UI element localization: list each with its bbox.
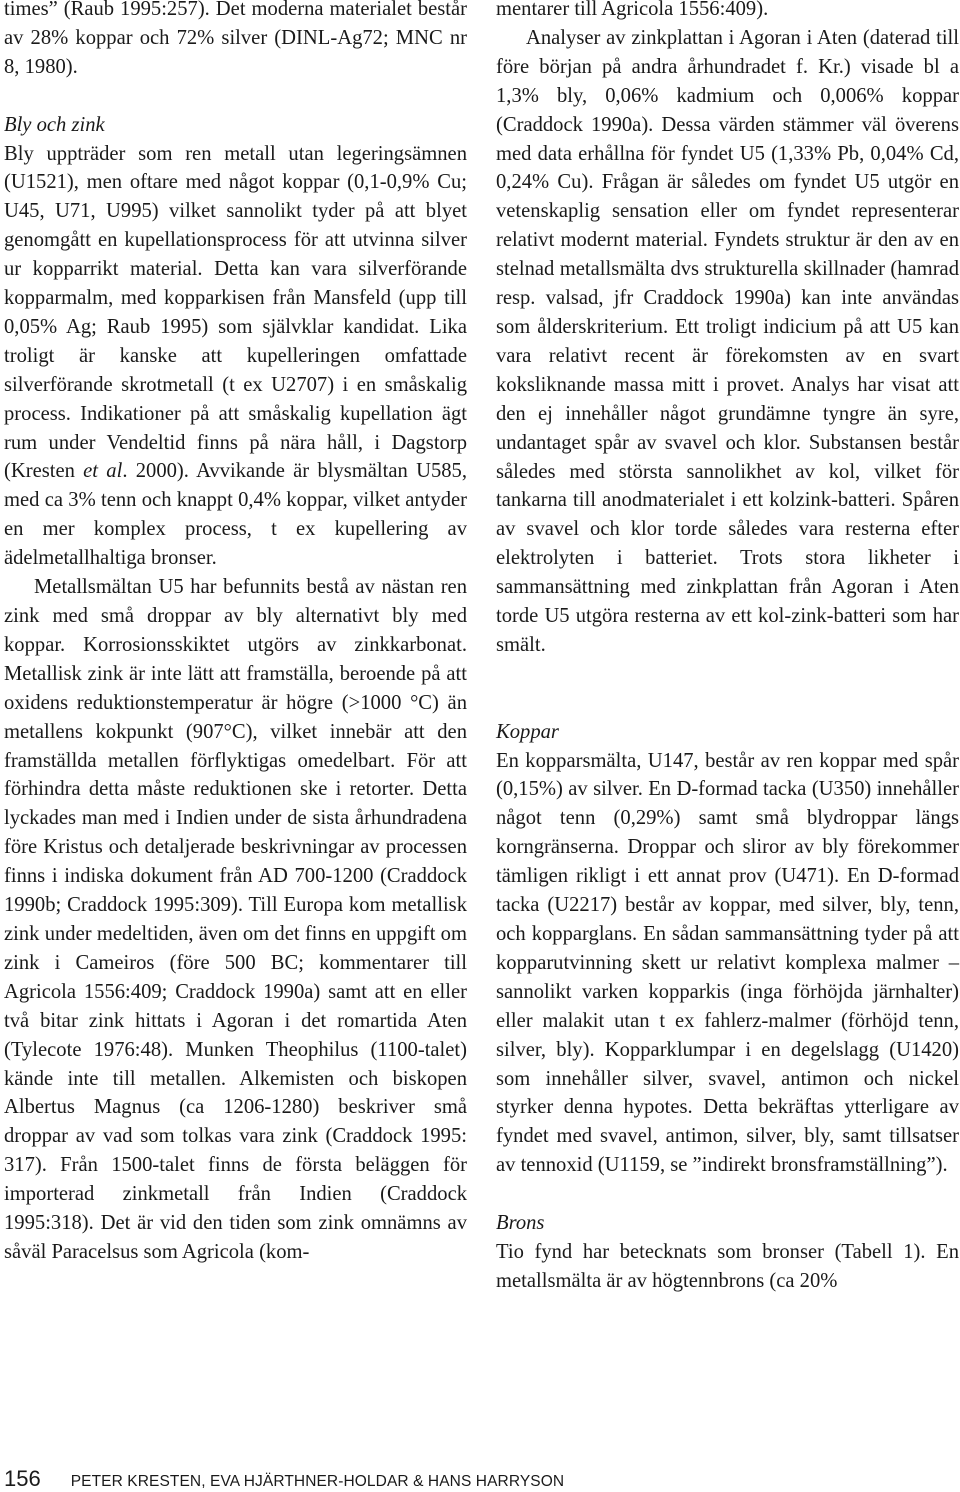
paragraph-continued-left: times” (Raub 1995:257). Det moderna materialet består av 28% koppar och 72% silver (DINL-Ag72; MNC nr 8, 1980). (4, 0, 467, 78)
paragraph-bly-text: Bly uppträder som ren metall utan legeringsämnen (U1521), men oftare med något koppar (0,1-0,9% Cu; U45, U71, U995) vilket sannolikt tyder på att blyet genomgått en kupellationsprocess för att utvinna silver ur kopparrikt material. Detta kan vara silverförande kopparmalm, med kopparkisen från Mansfeld (upp till 0,05% Ag; Raub 1995) som självklar kandidat. Lika troligt är kanske att kupelleringen omfattade silverförande skrotmetall (t ex U2707) i en småskalig process. Indikationer på att småskalig kupellation ägt rum under Vendeltid finns på nära håll, i Dagstorp (Kresten (4, 142, 467, 483)
paragraph-brons: Tio fynd har betecknats som bronser (Tabell 1). En metallsmälta är av högtennbrons (ca 20% (496, 1240, 959, 1292)
paragraph-continued-right: mentarer till Agricola 1556:409). (496, 0, 769, 20)
section-heading-koppar: Koppar (496, 720, 559, 743)
page-footer (4, 1466, 564, 1492)
paragraph-koppar: En kopparsmälta, U147, består av ren koppar med spår (0,15%) av silver. En D-formad tacka (U350) innehåller något tenn (0,29%) samt små blydroppar längs korngränserna. Droppar och sliror av bly förekommer tämligen rikligt i ett annat prov (U471). En D-formad tacka (U2217) består av koppar, med silver, bly, tenn, och kopparglans. En sådan sammansättning tyder på att kopparutvinning skett ur relativt komplexa malmer – sannolikt varken kopparkis (inga förhöjda järnhalter) eller malakit utan t ex fahlerz-malmer (förhöjd tenn, silver, bly). Kopparklumpar i en degelslagg (U1420) som innehåller silver, svavel, antimon och nickel styrker denna hypotes. Detta bekräftas ytterligare av fyndet med svavel, antimon, silver, bly, samt tillsatser av tennoxid (U1159, se ”indirekt bronsframställning”). (496, 749, 959, 1177)
paragraph-bly-text-end: . 2000). Avvikande är blysmältan U585, med ca 3% tenn och knappt 0,4% koppar, vilket antyder en mer komplex process, t ex kupellering av ädelmetallhaltiga bronser. (4, 460, 467, 570)
paragraph-bly-etal: et al (83, 460, 123, 483)
section-heading-brons: Brons (496, 1212, 545, 1235)
running-head-authors: PETER KRESTEN, EVA HJÄRTHNER-HOLDAR & HANS HARRYSON (70, 1473, 565, 1490)
paragraph-agoran: Analyser av zinkplattan i Agoran i Aten (daterad till före början på andra århundradet f. Kr.) visade bl a 1,3% bly, 0,06% kadmium och 0,006% koppar (Craddock 1990a). Dessa värden stämmer väl överens med data erhållna för fyndet U5 (1,33% Pb, 0,04% Cd, 0,24% Cu). Frågan är således om fyndet U5 utgör en vetenskaplig sensation eller om fyndet representerar relativt modernt material. Fyndets struktur är den av en stelnad metallsmälta dvs strukturella skillnader (hamrad resp. valsad, jfr Craddock 1990a) kan inte användas som ålderskriterium. Ett troligt indicium på att U5 kan vara relativt recent är förekomsten av en svart koksliknande massa mitt i provet. Analys har visat att den ej innehåller något grundämne tyngre än syre, undantaget spår av svavel och klor. Substansen består således med största sannolikhet av kol, vilket för tankarna till anodmaterialet i ett kolzink-batteri. Spåren av svavel och klor torde således vara resterna efter elektrolyten i batteriet. Trots stora likheter i sammansättning med zinkplattan från Agoran i Aten torde U5 utgöra resterna av ett kol-zink-batteri som har smält. (496, 26, 959, 656)
paragraph-zink: Metallsmältan U5 har befunnits bestå av nästan ren zink med små droppar av bly alternativt bly med koppar. Korrosionsskiktet utgörs av zinkkarbonat. Metallisk zink är inte lätt att framställa, beroende på att oxidens reduktionstemperatur är högre (>1000 °C) än metallens kokpunkt (907°C), vilket innebär att den framställda metallen förflyktigas omedelbart. För att förhindra detta måste reduktionen ske i retorter. Detta lyckades man med i Indien under de sista århundradena före Kristus och detaljerade beskrivningar av processen finns i indiska dokument från AD 700-1200 (Craddock 1990b; Craddock 1995:309). Till Europa kom metallisk zink under medeltiden, även om det finns en uppgift om zink i Cameiros (före 500 BC; kommentarer till Agricola 1556:409; Craddock 1990a) samt att en eller två bitar zink hittats i Agoran i det romartida Aten (Tylecote 1976:48). Munken Theophilus (1100-talet) kände inte till metallen. Alkemisten och biskopen Albertus Magnus (ca 1206-1280) beskriver små droppar av vad som tolkas vara zink (Craddock 1995: 317). Från 1500-talet finns de första beläggen för importerad zinkmetall från Indien (Craddock 1995:318). Det är vid den tiden som zink omnämns av såväl Paracelsus som Agricola (kom- (4, 576, 467, 1263)
section-gap (496, 660, 959, 689)
page-number: 156 (4, 1466, 41, 1491)
paragraph-bly (4, 140, 467, 574)
left-column (4, 0, 467, 1267)
right-column (496, 0, 959, 1296)
section-heading-bly-och-zink: Bly och zink (4, 113, 105, 136)
